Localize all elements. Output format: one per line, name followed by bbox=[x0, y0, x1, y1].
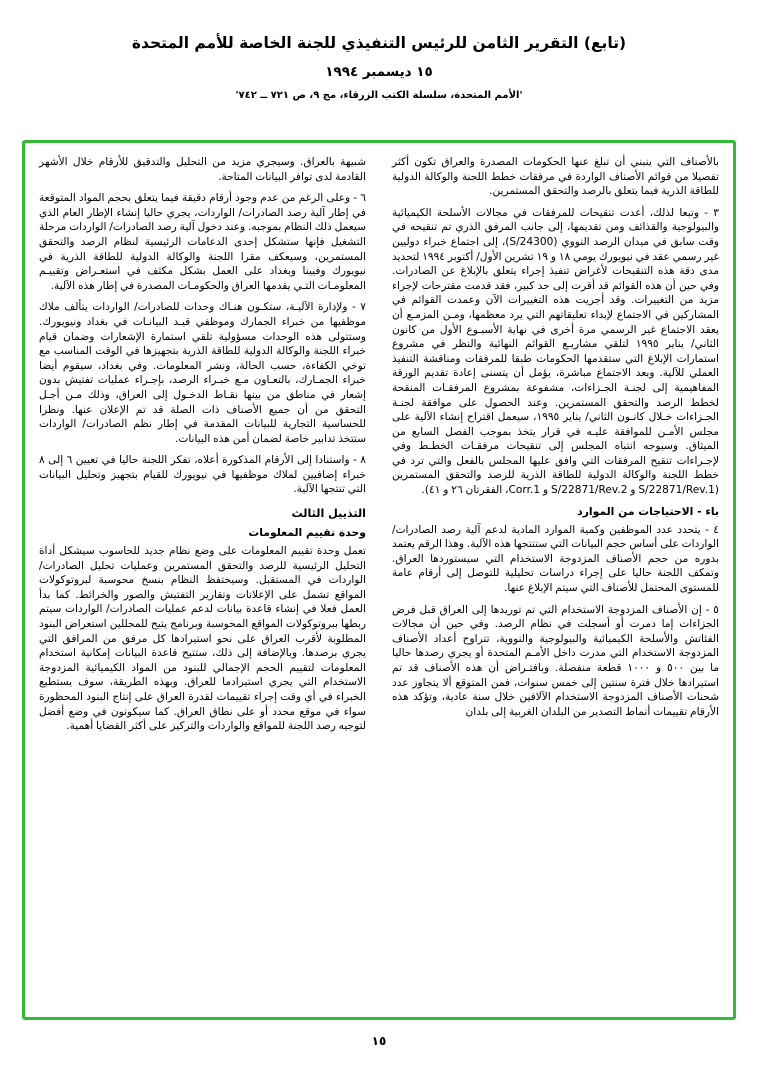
document-date: ١٥ ديسمبر ١٩٩٤ bbox=[325, 64, 433, 80]
paragraph: ٧ - ولإدارة الآليـة، ستكـون هنـاك وحدات للصادرات/ الواردات يتألف ملاك موظفيها من خبراء الجمارك وموظفي قيـد البيانـات في بغداد ونيويورك. وستتولى هذه الوحدات مسؤولية تلقي استمارة الإشعارات وضمان قيام خبراء اللجنة والوكالة الدولية للطاقة الذرية بتجهيزها في الوقت المناسب مع توخي الكفاءة، حسب الحالة، ونشر المعلومات. وفي بغداد، سيقوم أيضا خبراء الجمـارك، بالتعـاون مـع خبـراء الرصد، بإجـراء عمليات تفتيش بدون إشعار في مناطق من بينها نقـاط الدخـول إلى العراق، وذلك مـن أجـل التحقق من أن جميع الأصناف ذات الصلة قد تم الإعلان عنها. ونظرا للحساسية التجارية للبيانات المقدمة في إطار نظم الصادرات/ الواردات ستتخذ تدابير خاصة لضمان أمن هذه البيانات. bbox=[39, 301, 366, 445]
page-title: (تابع) التقرير الثامن للرئيس التنفيذي للجنة الخاصة للأمم المتحدة bbox=[131, 34, 627, 52]
subsection-heading: وحدة تقييم المعلومات bbox=[248, 526, 366, 540]
page-number: ١٥ bbox=[371, 1034, 387, 1048]
page-header bbox=[0, 0, 758, 101]
paragraph: بالأصناف التي ينبني أن تبلغ عنها الحكومات المصدرة والعراق تكون أكثر تفصيلا من قوائم الأصناف الواردة في مرفقات خطط اللجنة والوكالة الدولية للطاقة الذرية فيما يتعلق بالرصد والتحقق المستمرين. bbox=[392, 156, 719, 198]
content-frame bbox=[22, 140, 736, 1020]
paragraph: ٥ - إن الأصناف المزدوجة الاستخدام التي تم توريدها إلى العراق قبل فرض الجزاءات إما دمرت أو أسجلت في نظام الرصد. وفي حين أن مجالات الفئاتش والأسلحة الكيميائية والبيولوجية والنووية، تتراوح أعداد الأصناف المزدوجة الاستخدام التي مدرت داخل الأمـم المتحدة أو يجري رصدها حاليا ما بين ٥٠٠ و ١٠٠٠ قطعة منفصلة. وبافتـراض أن هذه الأصناف قد تم استيرادها خلال فترة سنتين إلى خمس سنوات، فمن المتوقع ألا يتجاوز عدد شحنات الأصناف المزدوجة الاستخدام الآلافين خلال سنة عادية، وتؤكد هذه الأرقام تقييمات أنماط التصدير من البلدان الغربية إلى بلدان bbox=[392, 603, 719, 718]
paragraph: ٦ - وعلى الرغم من عدم وجود أرقام دقيقة فيما يتعلق بحجم المواد المتوقعة في إطار آلية رصد الصادرات/ الواردات، يجري حاليا إنشاء الإطار العام الذي سيعمل ذلك النظام بموجبه. وعند دخول آلية رصد الصادرات/ الواردات مرحلة التشغيل فإنها ستشكل إحدى الدعامات الرئيسية لنظام الرصد والتحقق المستمرين، وسيعكف مقرا اللجنة والوكالة الدولية للطاقة الذرية في نيويورك وفيينا وبغداد على العمل بشكل مكثف في استعـراض وتقييـم المعلومـات التـي يقدمها العراق والحكومـات المصدرة في إطار هذه الآلية. bbox=[39, 192, 366, 292]
paragraph: ٨ - واستنادا إلى الأرقام المذكورة أعلاه، تفكر اللجنة حاليا في تعيين ٦ إلى ٨ خبراء إضافيين لملاك موظفيها في نيويورك للقيام بتجهيز وتحليل البيانات التي تنتجها الآلية. bbox=[39, 454, 366, 496]
section-heading: التذييل الثالث bbox=[291, 507, 366, 521]
column-right bbox=[392, 155, 719, 1007]
document-source-citation: 'الأمم المتحدة، سلسلة الكتب الزرقاء، مج ٩، ص ٧٢١ ــ ٧٤٢' bbox=[235, 90, 523, 101]
paragraph: ٤ - يتحدد عدد الموظفين وكمية الموارد المادية لدعم آلية رصد الصادرات/ الواردات على أساس حجم البيانات التي ستنتجها هذه الآلية. وهذا الرقم يعتمد بدوره من حجم الأصناف المزدوجة الاستخدام التي سيستوردها العراق. وتمكف اللجنة حاليا على إجراء دراسات تحليلية للتوصل إلى أرقام عامة للمستوى المحتمل للأصناف التي سيتم الإبلاغ عنها. bbox=[392, 523, 719, 595]
two-column-layout bbox=[39, 155, 719, 1007]
column-left bbox=[39, 155, 366, 1007]
paragraph: شبيهة بالعراق. وسيجري مزيد من التحليل والتدقيق للأرقام خلال الأشهر القادمة لدى توافر البيانات المتاحة. bbox=[39, 156, 366, 183]
paragraph: ٣ - وتبعا لذلك، أعدت تنقيحات للمرفقات في مجالات الأسلحة الكيميائية والبيولوجية والقذائف ومن تقديمها، إلى جانب المرفق الذري تم تنقيحه في وقت سابق في ميدان الرصد النووي (S/24300)، إلى اجتماع خبراء دوليين غير رسمي عقد في نيويورك يومي ١٨ و ١٩ تشرين الأول/ أكتوبر ١٩٩٤ لتحديد مدى دقة هذه التنقيحات لأغراض تنفيذ إجراء يتعلق بالإبلاغ عن الصادرات. وفي حين أن هذه القوائم قد أقرت إلى حد كبير، فقد قدمت مقترحات لإجراء مزيد من التغييرات. وقد أجريت هذه التغييرات الآن وعمدت القوائم في المشاركين في الاجتماع لإبداء تعليقاتهم التي يرد معظمها، ومـن المزمـع أن يعقد الاجتماع غير الرسمي مرة أخرى في نهاية الأسبـوع الأول من كانون الثاني/ يناير ١٩٩٥ لتلقي مشاريـع القوائم النهائية والنظر في مشروع استمارات الإبلاغ التي ستقدمها الحكومات طبقا للمرفقات ومناقشة التنفيذ العملي للآلية. وبعد الاجتماع مباشرة، يؤمل أن يتسنى إعادة تقديم الورقة المفاهيمية إلى لجنـة الجـزاءات، مشفوعة بمشروع المرفقـات المنقحة لخطط الرصد والتحقق المستمرين. وعند الحصول على موافقة لجنـة الجـزاءات خـلال كانـون الثاني/ يناير ١٩٩٥، سيعمل اقتراح إنشاء الآلية على مجلس الأمـن للموافقة عليـه في قرار يتخذ بموجب الفصل السابع من الميثاق. وسيوجه انتباه المجلس إلى تنقيحات مرفقـات الخطـط وفي لإجـراءات تنقيح المرفقات التي وافق عليها المجلس بالفعل والتي ترد في خطط اللجنة والوكالة الدولية للطاقة الذرية للرصد والتحقق المستمرين (S/22871/Rev.1 و S/22871/Rev.2 و Corr.1، الفقرتان ٢٦ و ٤١). bbox=[392, 206, 720, 497]
paragraph: تعمل وحدة تقييم المعلومات على وضع نظام جديد للحاسوب سيشكل أداة التحليل الرئيسية للرصد والتحقق المستمرين وعمليات تحليل الصادرات/ الواردات في المستقبل. وسيحتفظ النظام بنسخ محوسبة لبروتوكولات المواقع تشمل على الإعلانات وتقارير التفتيش والصور والخرائط. كما بدأ العمل فعلا في إنشاء قاعدة بيانات لدعم عمليات الصادرات/ الواردات سيتم ربطها ببروتوكولات المواقع المحوسبة وبرنامج يتيح للمحللين استعراض البنود المطلوبة لأقرب العراق على نحو استيرادها كل مرفق من المرافق التي يجري برصدها. وبالإضافة إلى ذلك، ستتيح قاعدة البيانات إمكانية استخدام المعلومات لتقييم الحجم الإجمالي للبنود من المواد الكيميائية المزدوجة الاستخدام التي يجري استيرادما للعراق. وبهذه الطريقة، سوف يستطيع الخبراء في أي وقت إجراء تقييمات لقدرة العراق على إنتاج البنود المحظورة سواء في موقع محدد أو على نطاق العراق. كما سيكونون في وضع أفضل لتوجيه رصد اللجنة للمواقع والواردات والتركيز على أكثر القضايا أهمية. bbox=[39, 545, 366, 733]
subsection-heading: باء - الاحتياجات من الموارد bbox=[577, 504, 719, 518]
